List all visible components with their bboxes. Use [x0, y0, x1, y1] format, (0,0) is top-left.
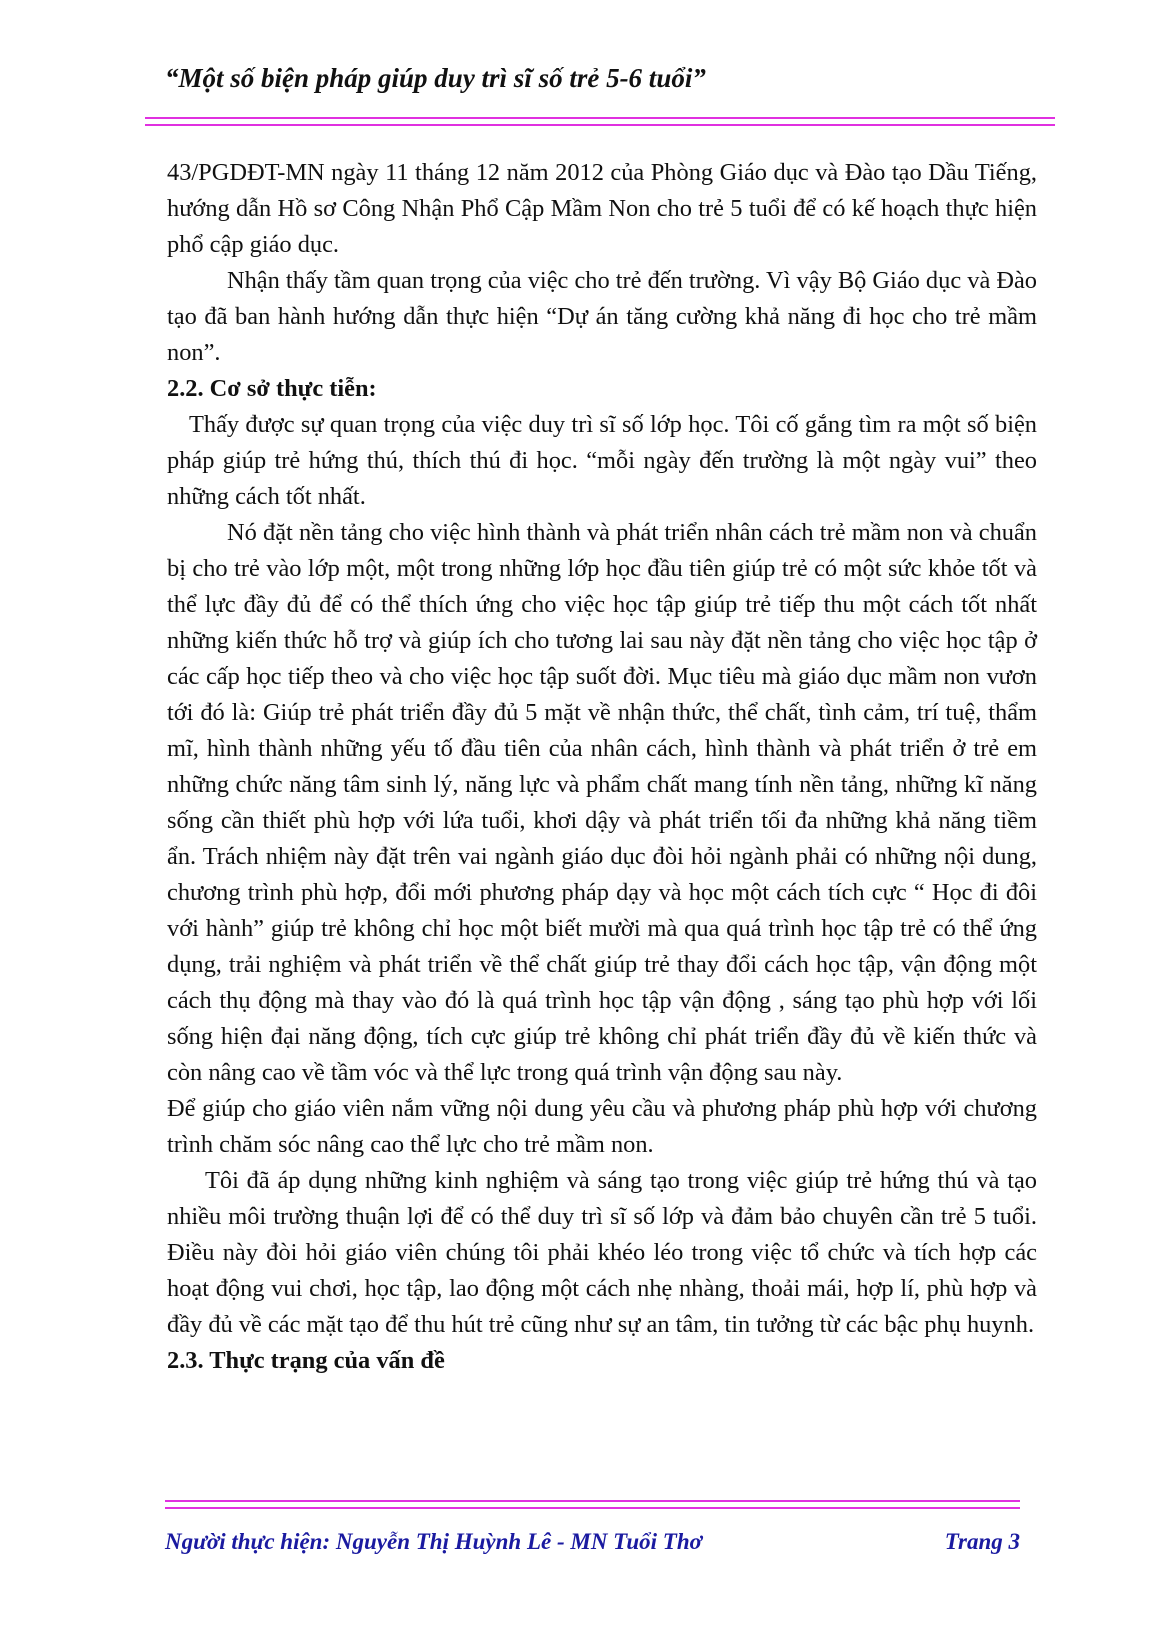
- header-divider-rule: [145, 117, 1055, 126]
- section-heading-2-3: 2.3. Thực trạng của vấn đề: [167, 1347, 445, 1374]
- body-paragraph: 43/PGDĐT-MN ngày 11 tháng 12 năm 2012 của Phòng Giáo dục và Đào tạo Dầu Tiếng, hướng dẫn Hồ sơ Công Nhận Phổ Cập Mầm Non cho trẻ 5 tuổi để có kế hoạch thực hiện phổ cập giáo dục.: [167, 159, 1037, 258]
- document-header-title: “Một số biện pháp giúp duy trì sĩ số trẻ 5-6 tuổi”: [165, 63, 706, 93]
- body-paragraph: Nhận thấy tầm quan trọng của việc cho trẻ đến trường. Vì vậy Bộ Giáo dục và Đào tạo đã ban hành hướng dẫn thực hiện “Dự án tăng cường khả năng đi học cho trẻ mầm non”.: [167, 267, 1037, 366]
- section-heading-2-2: 2.2. Cơ sở thực tiễn:: [167, 375, 377, 402]
- footer-divider-rule: [165, 1500, 1020, 1509]
- body-paragraph: Thấy được sự quan trọng của việc duy trì sĩ số lớp học. Tôi cố gắng tìm ra một số biện pháp giúp trẻ hứng thú, thích thú đi học. “mỗi ngày đến trường là một ngày vui” theo những cách tốt nhất.: [167, 411, 1037, 510]
- footer-author: Người thực hiện: Nguyễn Thị Huỳnh Lê - MN Tuổi Thơ: [165, 1529, 702, 1554]
- body-paragraph: Để giúp cho giáo viên nắm vững nội dung yêu cầu và phương pháp phù hợp với chương trình chăm sóc nâng cao thể lực cho trẻ mầm non.: [167, 1095, 1037, 1158]
- body-paragraph: Tôi đã áp dụng những kinh nghiệm và sáng tạo trong việc giúp trẻ hứng thú và tạo nhiều môi trường thuận lợi để có thể duy trì sĩ số lớp và đảm bảo chuyên cần trẻ 5 tuổi. Điều này đòi hỏi giáo viên chúng tôi phải khéo léo trong việc tổ chức và tích hợp các hoạt động vui chơi, học tập, lao động một cách nhẹ nhàng, thoải mái, hợp lí, phù hợp và đầy đủ về các mặt tạo để thu hút trẻ cũng như sự an tâm, tin tưởng từ các bậc phụ huynh.: [167, 1167, 1037, 1338]
- page-number: Trang 3: [944, 1529, 1020, 1554]
- body-paragraph: Nó đặt nền tảng cho việc hình thành và phát triển nhân cách trẻ mầm non và chuẩn bị cho trẻ vào lớp một, một trong những lớp học đầu tiên giúp trẻ có một sức khỏe tốt và thể lực đầy đủ để có thể thích ứng cho việc học tập giúp trẻ tiếp thu một cách tốt nhất những kiến thức hỗ trợ và giúp ích cho tương lai sau này đặt nền tảng cho việc học tập ở các cấp học tiếp theo và cho việc học tập suốt đời. Mục tiêu mà giáo dục mầm non vươn tới đó là: Giúp trẻ phát triển đầy đủ 5 mặt về nhận thức, thể chất, tình cảm, trí tuệ, thẩm mĩ, hình thành những yếu tố đầu tiên của nhân cách, hình thành và phát triển ở trẻ em những chức năng tâm sinh lý, năng lực và phẩm chất mang tính nền tảng, những kĩ năng sống cần thiết phù hợp với lứa tuổi, khơi dậy và phát triển tối đa những khả năng tiềm ẩn. Trách nhiệm này đặt trên vai ngành giáo dục đòi hỏi ngành phải có những nội dung, chương trình phù hợp, đổi mới phương pháp dạy và học một cách tích cực “ Học đi đôi với hành” giúp trẻ không chỉ học một biết mười mà qua quá trình học tập trẻ có thể ứng dụng, trải nghiệm và phát triển về thể chất giúp trẻ thay đổi cách học tập, vận động một cách thụ động mà thay vào đó là quá trình học tập vận động , sáng tạo phù hợp với lối sống hiện đại năng động, tích cực giúp trẻ không chỉ phát triển đầy đủ về kiến thức và còn nâng cao về tầm vóc và thể lực trong quá trình vận động sau này.: [167, 519, 1037, 1086]
- page-content: [167, 155, 1037, 1379]
